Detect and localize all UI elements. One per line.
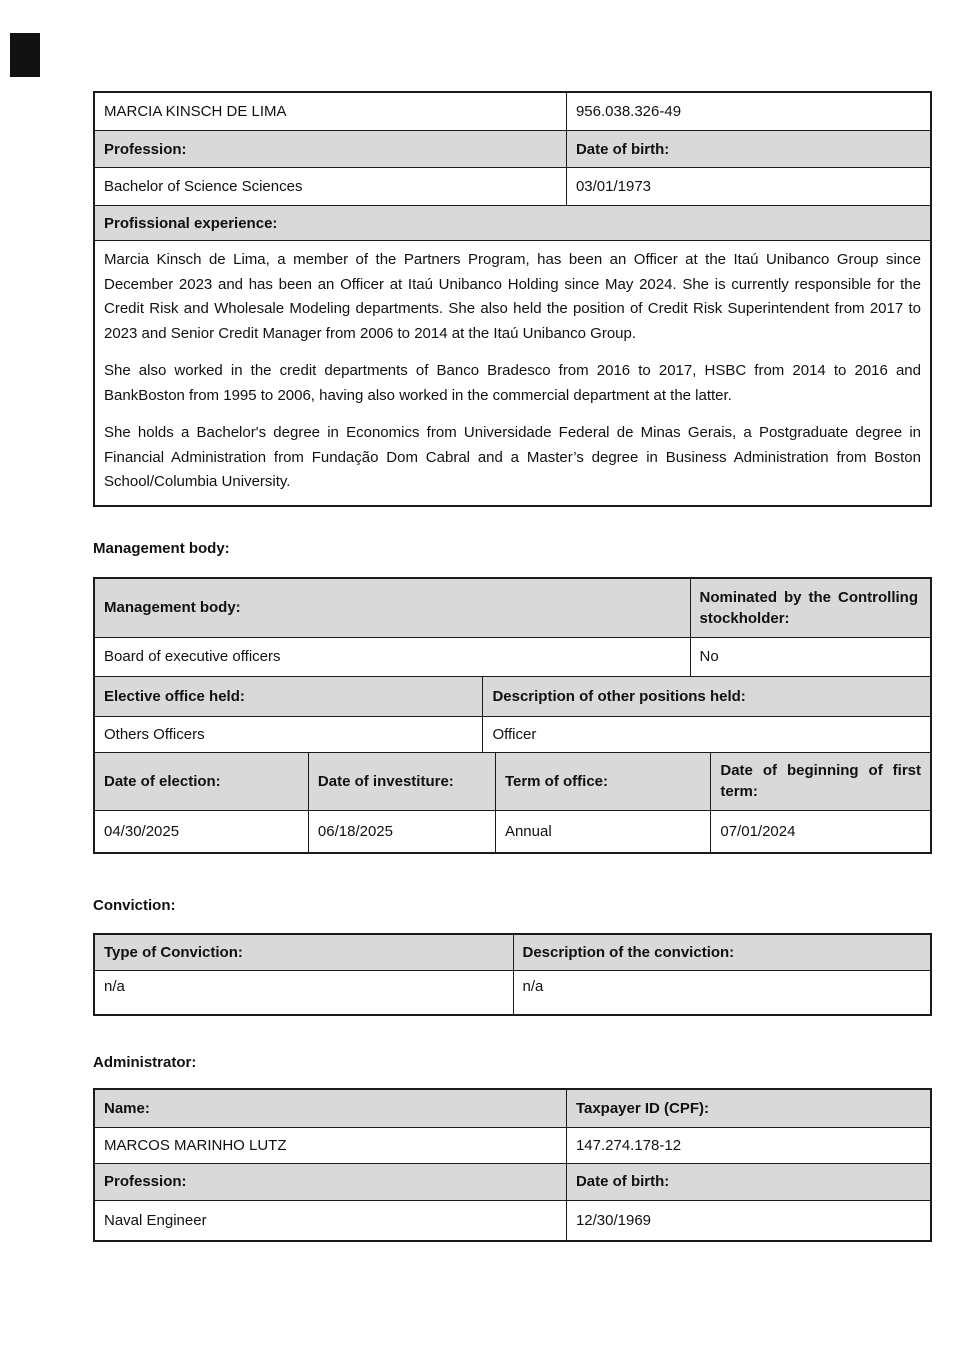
admin-name-value: MARCOS MARINHO LUTZ xyxy=(104,1136,287,1154)
term-of-office-value: Annual xyxy=(495,811,710,852)
conviction-table xyxy=(93,933,932,1016)
admin-profession-value: Naval Engineer xyxy=(104,1211,207,1229)
conviction-type-value: n/a xyxy=(104,977,125,995)
nominated-value: No xyxy=(690,638,930,676)
profession-label: Profession: xyxy=(95,131,566,167)
table-row xyxy=(95,970,930,1014)
other-positions-label: Description of other positions held: xyxy=(482,677,930,716)
table-row xyxy=(95,716,930,752)
table-row xyxy=(95,167,930,205)
table-row xyxy=(95,93,930,130)
table-row xyxy=(95,130,930,167)
table-row xyxy=(95,676,930,716)
conviction-section-title: Conviction: xyxy=(93,896,176,914)
table-row xyxy=(95,935,930,970)
administrator-section-title: Administrator: xyxy=(93,1053,197,1071)
table-row xyxy=(95,1163,930,1200)
first-term-value: 07/01/2024 xyxy=(710,811,930,852)
experience-paragraph: She holds a Bachelor's degree in Economics from Universidade Federal de Minas Gerais, a Postgraduate degree in Financial Administration from Fundação Dom Cabral and a Master’s degree in Business Administration from Boston School/Columbia University. xyxy=(104,424,921,490)
officer-cpf: 956.038.326-49 xyxy=(566,93,930,130)
table-row xyxy=(95,1200,930,1240)
table-row xyxy=(95,637,930,676)
administrator-table xyxy=(93,1088,932,1242)
elective-office-value: Others Officers xyxy=(104,725,205,743)
conviction-type-label: Type of Conviction: xyxy=(95,935,513,970)
admin-cpf-label: Taxpayer ID (CPF): xyxy=(566,1090,930,1127)
investiture-date-label: Date of investiture: xyxy=(308,753,495,810)
table-row xyxy=(95,810,930,852)
experience-paragraph: She also worked in the credit departments of Banco Bradesco from 2016 to 2017, HSBC from 2014 to 2016 and BankBoston from 1995 to 2006, having also worked in the commercial department at the latter. xyxy=(104,362,921,404)
admin-name-label: Name: xyxy=(95,1090,566,1127)
elective-office-label: Elective office held: xyxy=(95,677,482,716)
conviction-description-label: Description of the conviction: xyxy=(513,935,931,970)
table-row xyxy=(95,1127,930,1163)
other-positions-value: Officer xyxy=(482,717,930,752)
management-body-value: Board of executive officers xyxy=(104,648,281,665)
officer-profile-table xyxy=(93,91,932,507)
term-of-office-label: Term of office: xyxy=(495,753,710,810)
table-row xyxy=(95,1090,930,1127)
investiture-date-value: 06/18/2025 xyxy=(308,811,495,852)
admin-dob-label: Date of birth: xyxy=(566,1164,930,1200)
table-row xyxy=(95,579,930,637)
scan-artifact-mark xyxy=(10,33,40,77)
officer-name: MARCIA KINSCH DE LIMA xyxy=(104,103,287,120)
experience-paragraph: Marcia Kinsch de Lima, a member of the Partners Program, has been an Officer at the Itaú Unibanco Group since December 2023 and has been an Officer at Itaú Unibanco Holding since May 2024. She is currently responsible for the Credit Risk and Wholesale Modeling departments. She also held the position of Credit Risk Superintendent from 2017 to 2023 and Senior Credit Manager from 2006 to 2014 at the Itaú Unibanco Group. xyxy=(104,251,921,342)
document-content xyxy=(93,91,932,1242)
management-body-label: Management body: xyxy=(95,579,690,637)
admin-cpf-value: 147.274.178-12 xyxy=(566,1128,930,1163)
table-row xyxy=(95,752,930,810)
nominated-label: Nominated by the Controlling stockholder: xyxy=(690,579,930,637)
election-date-value: 04/30/2025 xyxy=(104,822,180,840)
management-section-title: Management body: xyxy=(93,539,230,557)
experience-label: Profissional experience: xyxy=(95,206,930,240)
management-body-table xyxy=(93,577,932,854)
admin-profession-label: Profession: xyxy=(95,1164,566,1200)
election-date-label: Date of election: xyxy=(95,753,308,810)
officer-dob: 03/01/1973 xyxy=(566,168,930,205)
table-row xyxy=(95,240,930,505)
dob-label: Date of birth: xyxy=(566,131,930,167)
admin-dob-value: 12/30/1969 xyxy=(566,1201,930,1240)
officer-profession: Bachelor of Science Sciences xyxy=(104,178,303,195)
first-term-label: Date of beginning of first term: xyxy=(710,753,930,810)
conviction-description-value: n/a xyxy=(513,971,931,1014)
table-row xyxy=(95,205,930,240)
experience-text xyxy=(95,241,930,505)
